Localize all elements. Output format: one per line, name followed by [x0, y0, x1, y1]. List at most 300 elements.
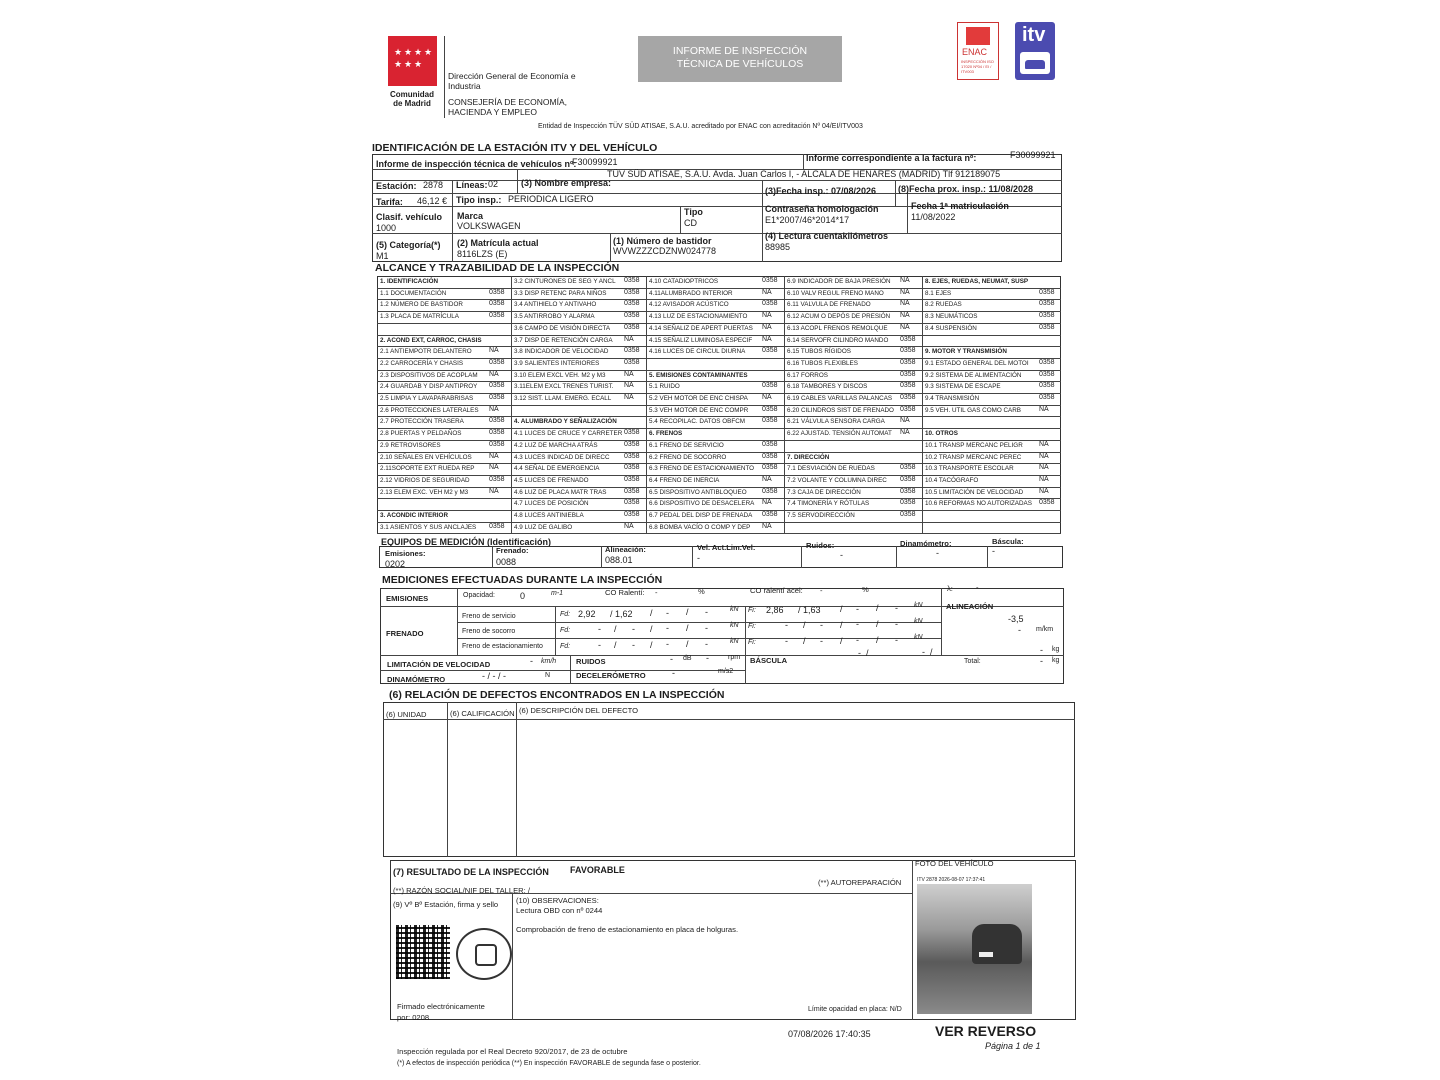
scope-item-label: 2.1 ANTIEMPOTR DELANTERO	[380, 348, 472, 356]
scope-item-result: 0358	[900, 358, 916, 366]
scope-item-result: NA	[900, 300, 910, 308]
marca-value: VOLKSWAGEN	[457, 221, 521, 231]
scope-item-result: 0358	[1039, 300, 1055, 308]
eq-bascula-label: Báscula:	[992, 537, 1024, 546]
alineacion-label: ALINEACIÓN	[946, 602, 994, 611]
resultado-value: FAVORABLE	[570, 865, 625, 875]
fd-label-2: Fd:	[560, 627, 571, 634]
scope-item-result: NA	[762, 394, 772, 401]
ms2-unit: m/s2	[718, 668, 734, 675]
scope-item-result: 0358	[489, 417, 505, 425]
report-banner	[638, 36, 842, 82]
decelerometro-value: -	[672, 668, 675, 678]
scope-item-label: 6.6 DISPOSITIVO DE DESACELERA	[649, 500, 755, 508]
scope-item-label: 8.1 EJES	[925, 289, 952, 297]
total-value: -	[1040, 656, 1043, 666]
scope-item-result: 0358	[1039, 323, 1055, 331]
fd-est-3: -	[666, 639, 669, 649]
direccion-general: Dirección General de Economía e Industria	[448, 71, 576, 91]
foto-label: FOTO DEL VEHÍCULO	[915, 859, 994, 868]
clasif-value: 1000	[376, 223, 397, 233]
observacion-1: Lectura OBD con nº 0244	[516, 906, 603, 915]
scope-item-result: NA	[900, 323, 910, 331]
clasif-label: Clasif. vehículo	[376, 212, 443, 222]
scope-item-label: 7. DIRECCIÓN	[787, 453, 830, 461]
decelerometro-label: DECELERÓMETRO	[576, 671, 646, 680]
fd-est-sep-1: /	[614, 640, 617, 650]
scope-item-label: 6.11 VALVULA DE FRENADO	[787, 301, 871, 309]
fd-est-sep-2: /	[650, 640, 653, 650]
factura-value: F30099921	[1010, 150, 1056, 160]
fd-soc-1: -	[598, 624, 601, 634]
scope-item-label: 6.21 VÁLVULA SENSORA CARGA	[787, 418, 885, 426]
scope-item-label: 6.10 VALV REGUL FRENO MANO	[787, 289, 884, 297]
scope-item-result: 0358	[624, 440, 640, 448]
co-pct: %	[698, 587, 705, 596]
scope-item-result: NA	[489, 452, 499, 460]
lambda-label: λ:	[947, 584, 953, 593]
scope-item-result: 0358	[489, 429, 505, 437]
dinamometro-label: DINAMÓMETRO	[387, 675, 446, 684]
eq-bascula-value: -	[992, 546, 995, 556]
scope-item-result: 0358	[900, 475, 916, 483]
scope-item-result: 0358	[624, 358, 640, 366]
scope-item-result: NA	[489, 370, 499, 378]
scope-item-result: NA	[1039, 487, 1049, 495]
scope-item-result: NA	[1039, 405, 1049, 413]
scope-item-result: 0358	[624, 499, 640, 507]
scope-item-result: NA	[762, 335, 772, 343]
scope-item-result: 0358	[624, 511, 640, 518]
itv-logo	[1015, 22, 1055, 80]
scope-item-result: NA	[1039, 475, 1049, 483]
fi-est-sep-2: /	[840, 636, 843, 646]
scope-item-label: 4.5 LUCES DE FRENADO	[514, 476, 589, 484]
banner-line-1: INFORME DE INSPECCIÓN	[672, 45, 808, 57]
scope-item-label: 2.12 VIDRIOS DE SEGURIDAD	[380, 476, 470, 484]
estacion-value: 2878	[423, 180, 444, 190]
scope-item-label: 3.11ELEM EXCL TRENES TURIST.	[514, 383, 614, 391]
qr-code	[396, 925, 450, 979]
fd-soc-2: -	[632, 624, 635, 634]
fd-soc-sep-3: /	[686, 623, 689, 633]
tarifa-value: 46,12 €	[417, 196, 448, 206]
scope-item-label: 2.9 RETROVISORES	[380, 441, 441, 449]
vb-estacion: (9) Vº Bº Estación, firma y sello	[393, 900, 499, 909]
ruidos-value: -	[670, 654, 673, 664]
enac-logo	[957, 22, 999, 80]
scope-item-label: 3.4 ANTIHIELO Y ANTIVAHO	[514, 301, 597, 309]
fd-est-1: -	[598, 640, 601, 650]
scope-item-result: NA	[489, 347, 499, 355]
fd-servicio-2: / 1,62	[610, 609, 633, 619]
scope-item-result: 0358	[1039, 312, 1055, 320]
fecha-matric-value: 11/08/2022	[911, 212, 956, 222]
scope-item-label: 4.13 LUZ DE ESTACIONAMIENTO	[649, 313, 748, 321]
scope-item-label: 4.12 AVISADOR ACÚSTICO	[649, 301, 729, 309]
scope-item-label: 4.7 LUCES DE POSICIÓN	[514, 500, 589, 508]
observacion-2: Comprobación de freno de estacionamiento en placa de holguras.	[516, 925, 739, 934]
kn-5: kN	[730, 638, 739, 645]
scope-item-label: 5. EMISIONES CONTAMINANTES	[649, 371, 748, 379]
scope-item-label: 2.7 PROTECCIÓN TRASERA	[380, 418, 464, 426]
scope-item-result: NA	[900, 417, 910, 425]
scope-item-label: 4.2 LUZ DE MARCHA ATRÁS	[514, 441, 598, 449]
scope-item-result: 0358	[1039, 288, 1055, 296]
scope-item-label: 2.10 SEÑALES EN VEHÍCULOS	[380, 453, 472, 461]
scope-item-result: NA	[900, 288, 910, 296]
tarifa-label: Tarifa:	[376, 197, 403, 207]
kmh-unit: km/h	[541, 658, 557, 665]
matricula-label: (2) Matrícula actual	[457, 238, 539, 248]
fd-soc-sep-1: /	[614, 624, 617, 634]
bascula-val-2: -	[922, 647, 925, 657]
db-unit: dB	[683, 655, 692, 662]
scope-item-result: NA	[762, 288, 772, 296]
scope-item-result: 0358	[489, 288, 505, 296]
org-name: Comunidad de Madrid	[390, 90, 434, 108]
alcance-title: ALCANCE Y TRAZABILIDAD DE LA INSPECCIÓN	[375, 262, 620, 274]
fd-soc-sep-2: /	[650, 624, 653, 634]
categoria-value: M1	[376, 251, 389, 261]
observaciones-title: (10) OBSERVACIONES:	[516, 896, 599, 905]
scope-item-label: 3. ACONDIC INTERIOR	[380, 512, 448, 519]
razon-social: (**) RAZÓN SOCIAL/NIF DEL TALLER: /	[393, 886, 530, 895]
fi-sep-1: /	[840, 604, 843, 614]
co-ralenti-label: CO Ralentí:	[605, 588, 645, 597]
tuv-seal	[456, 928, 512, 980]
scope-item-label: 4.9 LUZ DE GALIBO	[514, 523, 573, 531]
scope-item-label: 9.4 TRANSMISIÓN	[925, 395, 980, 402]
scope-item-result: 0358	[900, 405, 916, 413]
scope-item-label: 10.1 TRANSP MERCANC PELIGR	[925, 441, 1023, 449]
scope-item-label: 7.1 DESVIACIÓN DE RUEDAS	[787, 465, 875, 473]
scope-item-label: 6.12 ACUM O DEPÓS DE PRESIÓN	[787, 313, 891, 321]
fd-est-4: -	[705, 639, 708, 649]
scope-item-label: 5.1 RUIDO	[649, 383, 680, 391]
scope-item-label: 10.6 REFORMAS NO AUTORIZADAS	[925, 500, 1032, 508]
scope-item-result: NA	[489, 464, 499, 472]
scope-item-label: 3.8 INDICADOR DE VELOCIDAD	[514, 348, 609, 356]
scope-item-result: 0358	[489, 440, 505, 448]
scope-item-label: 4.3 LUCES INDICAD DE DIRECC	[514, 453, 610, 461]
scope-item-result: NA	[900, 312, 910, 320]
scope-item-result: 0358	[1039, 394, 1055, 401]
scope-item-result: 0358	[900, 487, 916, 495]
eq-ruidos-label: Ruidos:	[806, 541, 835, 550]
scope-item-result: 0358	[624, 452, 640, 460]
scope-item-result: 0358	[900, 347, 916, 355]
footer-line-2: (*) A efectos de inspección periódica (**) En inspección FAVORABLE de segunda fase o posterior.	[397, 1060, 701, 1067]
scope-item-label: 10.4 TACÓGRAFO	[925, 476, 979, 484]
scope-item-result: 0358	[489, 522, 505, 530]
factura-label: Informe correspondiente a la factura nº:	[806, 153, 977, 163]
resultado-title: (7) RESULTADO DE LA INSPECCIÓN	[393, 867, 549, 877]
scope-item-label: 6.19 CABLES VARILLAS PALANCAS	[787, 395, 893, 402]
fi-soc-1: -	[785, 620, 788, 630]
scope-item-label: 6.5 DISPOSITIVO ANTIBLOQUEO	[649, 488, 747, 496]
scope-item-label: 6.16 TUBOS FLEXIBLES	[787, 359, 858, 367]
scope-item-result: 0358	[762, 277, 778, 284]
fecha-prox: (8)Fecha prox. insp.: 11/08/2028	[898, 184, 1034, 194]
scope-item-result: 0358	[762, 464, 778, 472]
scope-item-label: 6.2 FRENO DE SOCORRO	[649, 453, 727, 461]
scope-item-label: 4.14 SEÑALIZ DE APERT PUERTAS	[649, 324, 753, 332]
scope-item-result: 0358	[900, 335, 916, 343]
freno-servicio-label: Freno de servicio	[462, 613, 516, 620]
firmado-por: por: 0208	[397, 1013, 430, 1022]
scope-item-label: 4.10 CATADIOPTRICOS	[649, 278, 719, 285]
scope-item-result: 0358	[489, 358, 505, 366]
km-label: (4) Lectura cuentakilómetros	[765, 231, 889, 241]
bascula-sep-2: /	[930, 647, 933, 657]
eq-alineacion-label: Alineación:	[605, 545, 646, 554]
scope-item-result: 0358	[762, 300, 778, 308]
eq-ruidos-value: -	[840, 550, 843, 560]
informe-value: F30099921	[572, 157, 618, 167]
scope-item-label: 2.4 GUARDAB Y DISP ANTIPROY	[380, 383, 478, 391]
scope-item-result: 0358	[624, 288, 640, 296]
scope-item-label: 3.1 ASIENTOS Y SUS ANCLAJES	[380, 523, 477, 531]
fi-label-2: Fi:	[748, 623, 756, 630]
estacion-label: Estación:	[376, 181, 417, 191]
scope-item-result: 0358	[762, 347, 778, 355]
limitacion-value: -	[530, 656, 533, 666]
eq-dinam-value: -	[936, 548, 939, 558]
scope-item-label: 2.2 CARROCERÍA Y CHASIS	[380, 359, 464, 367]
autoreparacion: (**) AUTOREPARACIÓN	[818, 878, 902, 887]
scope-item-result: NA	[762, 312, 772, 320]
scope-item-label: 4.6 LUZ DE PLACA MATR TRAS	[514, 488, 607, 496]
scope-item-result: 0358	[624, 300, 640, 308]
scope-item-result: 0358	[624, 347, 640, 355]
scope-item-result: 0358	[624, 429, 640, 437]
scope-item-label: 4.16 LUCES DE CIRCUL DIURNA	[649, 348, 746, 356]
scope-item-label: 3.12 SIST. LLAM. EMERG. ECALL	[514, 395, 612, 402]
co-acel-value: -	[820, 586, 823, 595]
scope-item-result: NA	[624, 382, 634, 390]
scope-item-result: NA	[762, 522, 772, 530]
total-label: Total:	[964, 658, 981, 665]
opacidad-unit: m-1	[551, 590, 564, 597]
marca-label: Marca	[457, 211, 484, 221]
eq-vel-label: Vel. Act.Lim.Vel:	[697, 543, 756, 552]
scope-item-label: 2. ACOND EXT, CARROC, CHASIS	[380, 336, 482, 344]
col-calificacion: (6) CALIFICACIÓN	[450, 709, 515, 718]
scope-item-result: 0358	[489, 475, 505, 483]
scope-item-result: 0358	[762, 452, 778, 460]
scope-item-label: 8.2 RUEDAS	[925, 301, 962, 309]
fi-est-sep-3: /	[876, 635, 879, 645]
scope-item-label: 6.3 FRENO DE ESTACIONAMIENTO	[649, 465, 755, 473]
fi-sep-2: /	[876, 603, 879, 613]
fd-servicio-4: -	[705, 607, 708, 617]
scope-item-result: 0358	[762, 382, 778, 390]
kn-2: kN	[914, 602, 923, 609]
scope-item-label: 10.2 TRANSP MERCANC PEREC	[925, 453, 1022, 461]
limitacion-label: LIMITACIÓN DE VELOCIDAD	[387, 660, 491, 669]
scope-item-label: 3.3 DISP RETENC PARA NIÑOS	[514, 289, 607, 297]
bascula-sep-1: /	[866, 648, 869, 658]
kn-6: kN	[914, 634, 923, 641]
fd-sep-2: /	[686, 607, 689, 617]
contrasena-value: E1*2007/46*2014*17	[765, 215, 850, 225]
scope-item-label: 6.18 TAMBORES Y DISCOS	[787, 383, 868, 391]
scope-item-result: NA	[762, 499, 772, 507]
scope-item-label: 3.9 SALIENTES INTERIORES	[514, 359, 600, 367]
scope-item-label: 8.4 SUSPENSIÓN	[925, 324, 977, 332]
scope-item-label: 5.3 VEH MOTOR DE ENC COMPR	[649, 406, 749, 414]
kn-1: kN	[730, 606, 739, 613]
scope-item-label: 2.11SOPORTE EXT RUEDA REP	[380, 465, 475, 473]
tipo-value: CD	[684, 218, 697, 228]
fi-soc-sep-2: /	[840, 620, 843, 630]
co-ralenti-value: -	[655, 588, 658, 597]
col-descripcion: (6) DESCRIPCIÓN DEL DEFECTO	[519, 706, 638, 715]
scope-item-label: 2.3 DISPOSITIVOS DE ACOPLAM	[380, 371, 478, 379]
alineacion-value: -3,5	[1008, 614, 1024, 624]
scope-item-label: 6.20 CILINDROS SIST DE FRENADO	[787, 406, 894, 414]
limite-opacidad: Límite opacidad en placa: N/D	[808, 1006, 902, 1013]
fi-label-1: Fi:	[748, 607, 756, 614]
rpm-unit: rpm	[728, 654, 741, 661]
scope-item-label: 7.4 TIMONERÍA Y RÓTULAS	[787, 500, 870, 508]
lambda-value: -	[976, 583, 979, 592]
bastidor-label: (1) Número de bastidor	[613, 236, 712, 246]
vehicle-photo	[917, 884, 1032, 1014]
ver-reverso: VER REVERSO	[935, 1023, 1037, 1039]
scope-item-result: 0358	[489, 300, 505, 308]
scope-item-label: 1. IDENTIFICACIÓN	[380, 278, 439, 285]
scope-item-label: 7.3 CAJA DE DIRECCIÓN	[787, 488, 861, 496]
fd-soc-3: -	[666, 623, 669, 633]
scope-item-result: 0358	[489, 382, 505, 390]
opacidad-value: 0	[520, 591, 526, 601]
scope-item-result: 0358	[762, 440, 778, 448]
scope-item-result: 0358	[1039, 358, 1055, 366]
scope-item-result: 0358	[900, 464, 916, 472]
scope-item-label: 6.22 AJUSTAD. TENSIÓN AUTOMAT	[787, 430, 892, 438]
scope-item-label: 4.15 SEÑALIZ LUMINOSA ESPECIF	[649, 336, 753, 344]
scope-item-label: 6.8 BOMBA VACÍO O COMP Y DEP	[649, 523, 751, 531]
tipo-label: Tipo	[684, 207, 703, 217]
scope-item-label: 1.1 DOCUMENTACIÓN	[380, 289, 447, 297]
equipos-title: EQUIPOS DE MEDICIÓN (Identificación)	[381, 537, 552, 547]
scope-item-label: 3.2 CINTURONES DE SEG Y ANCL	[514, 278, 616, 285]
tipo-insp-value: PERIODICA LIGERO	[508, 194, 594, 204]
scope-item-label: 10.3 TRANSPORTE ESCOLAR	[925, 465, 1014, 473]
consejeria: CONSEJERÍA DE ECONOMÍA, HACIENDA Y EMPLEO	[448, 97, 568, 117]
ident-title: IDENTIFICACIÓN DE LA ESTACIÓN ITV Y DEL VEHÍCULO	[372, 142, 658, 154]
dinamometro-values: - / - / -	[482, 671, 506, 681]
scope-item-result: 0358	[762, 405, 778, 413]
footer-line-1: Inspección regulada por el Real Decreto 920/2017, de 23 de octubre	[397, 1047, 628, 1056]
scope-item-label: 9.5 VEH. UTIL GAS COMO CARB	[925, 406, 1021, 414]
lineas-label: Líneas:	[456, 180, 488, 190]
scope-item-label: 10.5 LIMITACIÓN DE VELOCIDAD	[925, 488, 1024, 496]
freno-estac-label: Freno de estacionamiento	[462, 643, 543, 650]
fecha-insp: (3)Fecha insp.: 07/08/2026	[765, 186, 877, 196]
scope-item-label: 9.1 ESTADO GENERAL DEL MOTOI	[925, 359, 1029, 367]
scope-item-result: 0358	[762, 417, 778, 425]
mediciones-title: MEDICIONES EFECTUADAS DURANTE LA INSPECCIÓN	[382, 574, 663, 586]
scope-item-result: 0358	[624, 277, 640, 284]
rpm-value: -	[706, 653, 709, 663]
fi-est-sep-1: /	[803, 636, 806, 646]
scope-item-label: 2.13 ELEM EXC. VEH M2 y M3	[380, 488, 469, 496]
scope-item-label: 3.5 ANTIRROBO Y ALARMA	[514, 313, 595, 321]
scope-item-label: 8.3 NEUMÁTICOS	[925, 313, 978, 321]
scope-item-label: 7.5 SERVODIRECCIÓN	[787, 512, 855, 519]
scope-item-label: 3.6 CAMPO DE VISIÓN DIRECTA	[514, 324, 611, 332]
scope-item-result: NA	[489, 487, 499, 495]
fi-soc-3: -	[856, 619, 859, 629]
fd-sep-1: /	[650, 608, 653, 618]
scope-item-label: 6.7 PEDAL DEL DISP DE FRENADA	[649, 512, 753, 519]
fi-label-3: Fi:	[748, 639, 756, 646]
bastidor-value: WVWZZZCDZNW024778	[613, 246, 717, 256]
scope-item-label: 9.3 SISTEMA DE ESCAPE	[925, 383, 1001, 391]
scope-item-result: NA	[624, 394, 634, 401]
scope-item-label: 9. MOTOR Y TRANSMISIÓN	[925, 348, 1007, 356]
med-emisiones: EMISIONES	[386, 594, 429, 603]
itv-text: itv	[1022, 24, 1046, 46]
scope-item-label: 8. EJES, RUEDAS, NEUMAT, SUSP	[925, 278, 1029, 285]
scope-item-result: NA	[1039, 440, 1049, 448]
fi-servicio-3: -	[856, 604, 859, 614]
scope-item-result: 0358	[900, 499, 916, 507]
scope-item-label: 6.15 TUBOS RÍGIDOS	[787, 348, 851, 356]
scope-item-label: 6.13 ACOPL FRENOS REMOLQUE	[787, 324, 888, 332]
firmado: Firmado electrónicamente	[397, 1002, 485, 1011]
scope-item-result: 0358	[1039, 382, 1055, 390]
eq-frenado-label: Frenado:	[496, 546, 529, 555]
scope-item-label: 2.8 PUERTAS Y PELDAÑOS	[380, 430, 462, 438]
fi-servicio-2: / 1,63	[798, 605, 821, 615]
comunidad-madrid-logo: ★ ★ ★ ★ ★ ★ ★	[388, 36, 437, 86]
scope-item-label: 6.9 INDICADOR DE BAJA PRESIÓN	[787, 278, 891, 285]
scope-item-result: NA	[624, 370, 634, 378]
fi-est-2: -	[820, 636, 823, 646]
defectos-title: (6) RELACIÓN DE DEFECTOS ENCONTRADOS EN LA INSPECCIÓN	[389, 689, 725, 701]
freno-socorro-label: Freno de socorro	[462, 628, 516, 635]
scope-item-result: 0358	[624, 475, 640, 483]
matricula-value: 8116LZS (E)	[457, 249, 508, 259]
scope-item-label: 1.2 NÚMERO DE BASTIDOR	[380, 301, 463, 309]
fecha-matric-label: Fecha 1ª matriculación	[911, 201, 1009, 211]
contrasena-label: Contraseña homologación	[765, 204, 879, 214]
enac-text: ENAC	[962, 47, 988, 57]
ruidos-label: RUIDOS	[576, 657, 606, 666]
scope-item-result: NA	[1039, 464, 1049, 472]
scope-item-label: 2.5 LIMPIA Y LAVAPARABRISAS	[380, 395, 474, 402]
scope-item-result: 0358	[624, 487, 640, 495]
eq-emisiones-label: Emisiones:	[385, 549, 426, 558]
foto-stamp: ITV 2878 2026-08-07 17:37:41	[917, 877, 986, 883]
scope-item-label: 1.3 PLACA DE MATRÍCULA	[380, 313, 459, 321]
eq-frenado-value: 0088	[496, 557, 517, 567]
fd-servicio-3: -	[666, 608, 669, 618]
kn-3: kN	[730, 622, 739, 629]
fi-est-1: -	[785, 636, 788, 646]
scope-item-label: 3.7 DISP DE RETENCIÓN CARGA	[514, 336, 613, 344]
alineacion-unit: m/km	[1036, 626, 1054, 633]
scope-item-result: 0358	[489, 394, 505, 401]
scope-item-result: 0358	[489, 312, 505, 320]
scope-item-label: 4.1 LUCES DE CRUCE Y CARRETER	[514, 430, 623, 438]
co-acel-pct: %	[862, 585, 869, 594]
scope-item-label: 3.10 ELEM EXCL VEH. M2 y M3	[514, 371, 606, 379]
